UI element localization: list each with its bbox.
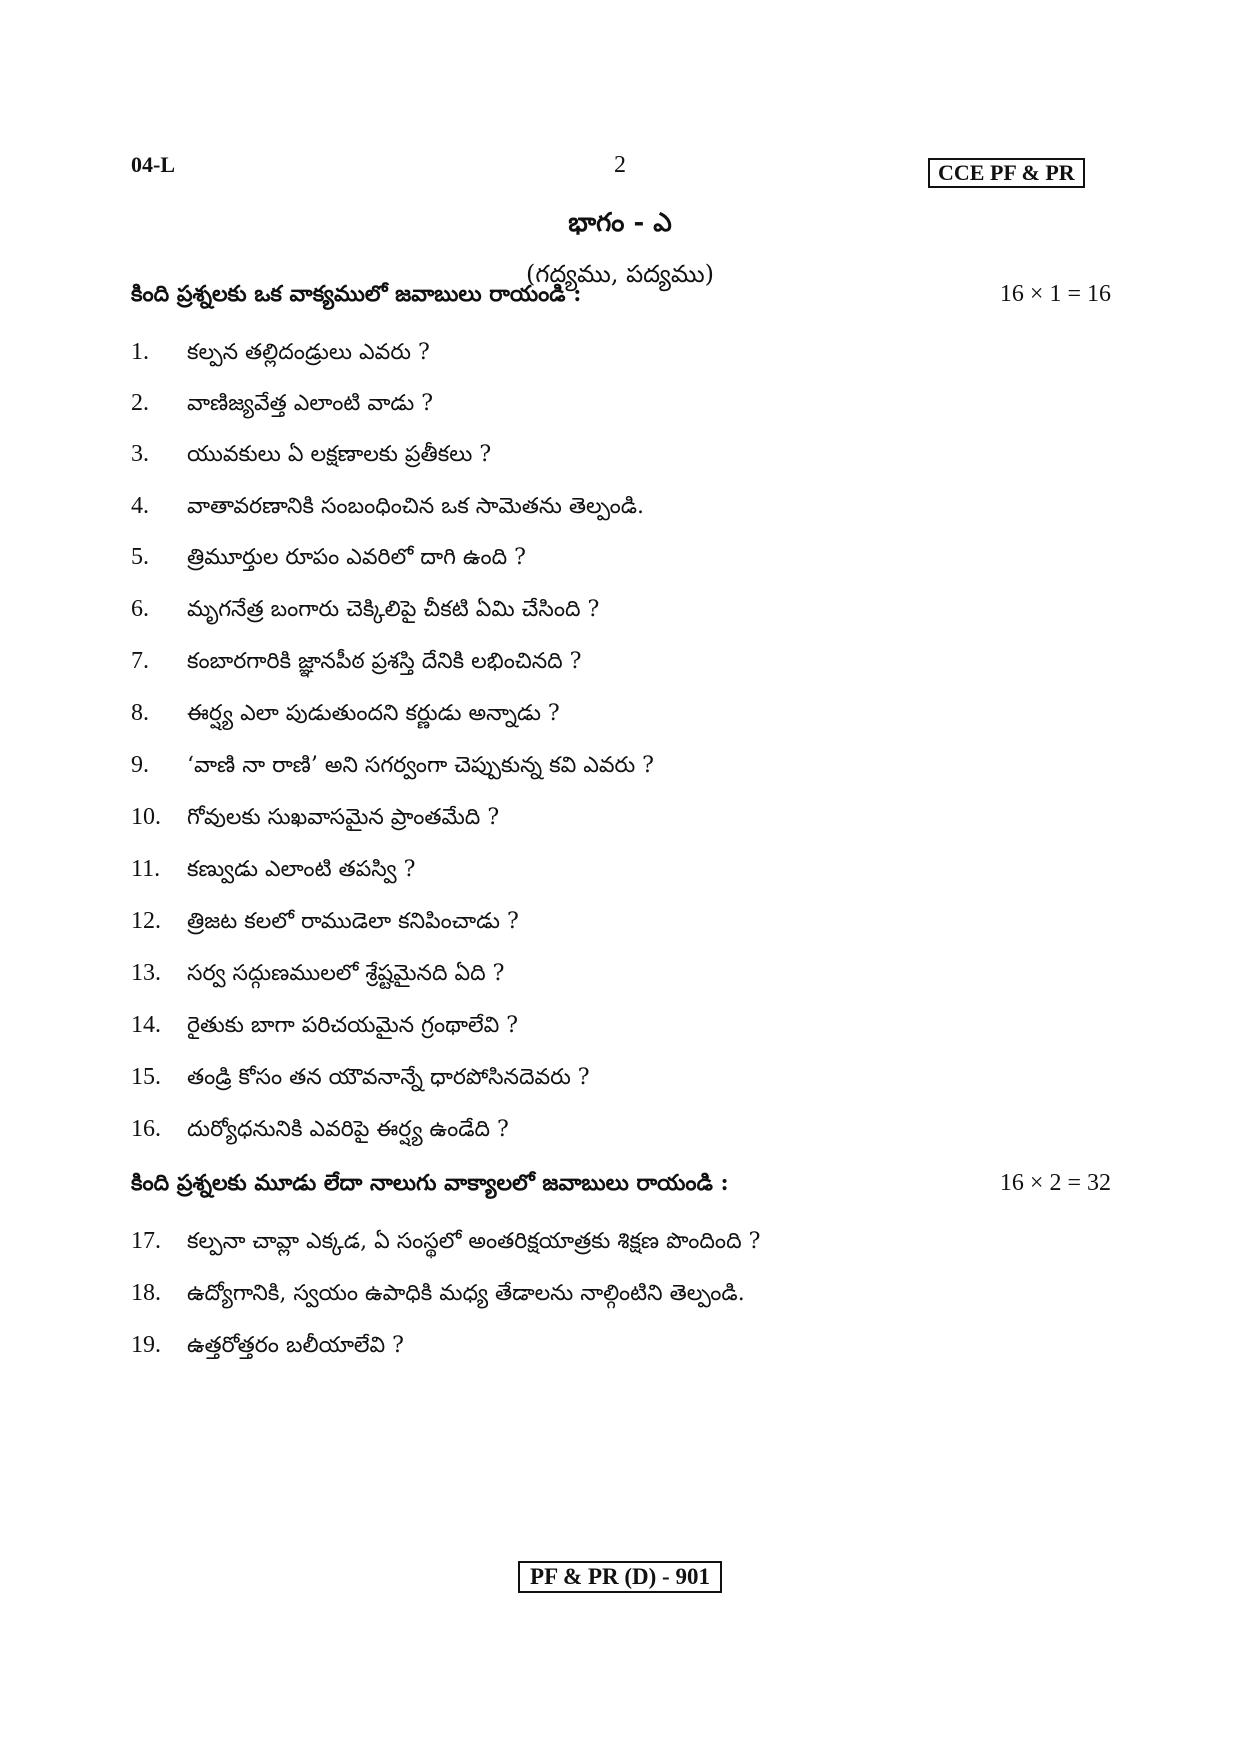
- question-text: కంబారగారికి జ్ఞానపీఠ ప్రశస్తి దేనికి లభించినది ?: [187, 649, 582, 674]
- part1-instruction: కింది ప్రశ్నలకు ఒక వాక్యములో జవాబులు రాయండి :: [131, 281, 582, 307]
- question-number: 3.: [131, 441, 149, 467]
- question-number: 9.: [131, 752, 149, 778]
- question-number: 17.: [131, 1228, 161, 1254]
- question-number: 10.: [131, 804, 161, 830]
- question-item: [131, 1278, 1111, 1309]
- part2-marks: 16 × 2 = 32: [999, 1170, 1111, 1196]
- question-text: యువకులు ఏ లక్షణాలకు ప్రతీకలు ?: [187, 442, 492, 467]
- question-item: [131, 906, 1111, 937]
- question-text: ఉత్తరోత్తరం బలీయాలేవి ?: [187, 1333, 404, 1358]
- page-header: [0, 152, 1240, 192]
- question-item: [131, 491, 1111, 522]
- question-text: కల్పనా చావ్లా ఎక్కడ, ఏ సంస్థలో అంతరిక్షయాత్రకు శిక్షణ పొందింది ?: [187, 1229, 761, 1254]
- question-text: మృగనేత్ర బంగారు చెక్కిలిపై చీకటి ఏమి చేసింది ?: [187, 597, 600, 622]
- question-item: [131, 1114, 1111, 1145]
- question-item: [131, 802, 1111, 833]
- footer-code-box: PF & PR (D) - 901: [518, 1561, 722, 1593]
- question-text: వాణిజ్యవేత్త ఎలాంటి వాడు ?: [187, 391, 434, 416]
- question-item: [131, 750, 1111, 781]
- question-item: [131, 1330, 1111, 1361]
- question-item: [131, 594, 1111, 625]
- question-number: 6.: [131, 596, 149, 622]
- part2-instruction-row: [131, 1170, 1111, 1201]
- question-number: 12.: [131, 908, 161, 934]
- part1-marks: 16 × 1 = 16: [999, 281, 1111, 307]
- question-number: 2.: [131, 390, 149, 416]
- question-number: 15.: [131, 1064, 161, 1090]
- question-text: తండ్రి కోసం తన యౌవనాన్నే ధారపోసినదెవరు ?: [187, 1065, 590, 1090]
- question-item: [131, 542, 1111, 573]
- question-number: 16.: [131, 1116, 161, 1142]
- question-text: వాతావరణానికి సంబంధించిన ఒక సామెతను తెల్పండి.: [187, 494, 644, 519]
- question-text: ఉద్యోగానికి, స్వయం ఉపాధికి మధ్య తేడాలను నాల్గింటిని తెల్పండి.: [187, 1281, 745, 1306]
- question-text: త్రిమూర్తుల రూపం ఎవరిలో దాగి ఉంది ?: [187, 545, 526, 570]
- question-item: [131, 337, 1111, 368]
- section-subtitle: (గద్యము, పద్యము): [526, 260, 714, 288]
- question-text: కణ్వుడు ఎలాంటి తపస్వి ?: [187, 857, 416, 882]
- question-number: 8.: [131, 700, 149, 726]
- question-text: ‘వాణి నా రాణి’ అని సగర్వంగా చెప్పుకున్న కవి ఎవరు ?: [187, 753, 654, 778]
- question-item: [131, 1226, 1111, 1257]
- part1-instruction-row: [131, 281, 1111, 312]
- question-text: రైతుకు బాగా పరిచయమైన గ్రంథాలేవి ?: [187, 1013, 519, 1038]
- question-item: [131, 1062, 1111, 1093]
- question-item: [131, 958, 1111, 989]
- question-number: 19.: [131, 1332, 161, 1358]
- question-item: [131, 388, 1111, 419]
- question-item: [131, 698, 1111, 729]
- question-number: 11.: [131, 856, 161, 882]
- question-number: 13.: [131, 960, 161, 986]
- page-footer: [0, 1561, 1240, 1593]
- question-number: 7.: [131, 648, 149, 674]
- question-item: [131, 1010, 1111, 1041]
- question-item: [131, 646, 1111, 677]
- question-number: 5.: [131, 544, 149, 570]
- question-number: 4.: [131, 493, 149, 519]
- question-number: 14.: [131, 1012, 161, 1038]
- page-number: 2: [614, 152, 626, 178]
- series-code-box: CCE PF & PR: [928, 158, 1085, 188]
- question-text: త్రిజట కలలో రాముడెలా కనిపించాడు ?: [187, 909, 519, 934]
- question-item: [131, 439, 1111, 470]
- section-title: భాగం - ఎ: [568, 208, 672, 238]
- question-text: సర్వ సద్గుణములలో శ్రేష్టమైనది ఏది ?: [187, 961, 505, 986]
- question-number: 18.: [131, 1280, 161, 1306]
- question-text: గోవులకు సుఖవాసమైన ప్రాంతమేది ?: [187, 805, 500, 830]
- question-item: [131, 854, 1111, 885]
- question-text: కల్పన తల్లిదండ్రులు ఎవరు ?: [187, 340, 430, 365]
- paper-code: 04-L: [131, 152, 175, 177]
- question-text: ఈర్ష్య ఎలా పుడుతుందని కర్ణుడు అన్నాడు ?: [187, 701, 560, 726]
- question-number: 1.: [131, 339, 149, 365]
- part2-instruction: కింది ప్రశ్నలకు మూడు లేదా నాలుగు వాక్యాలలో జవాబులు రాయండి :: [131, 1170, 729, 1196]
- question-text: దుర్యోధనునికి ఎవరిపై ఈర్ష్య ఉండేది ?: [187, 1117, 509, 1142]
